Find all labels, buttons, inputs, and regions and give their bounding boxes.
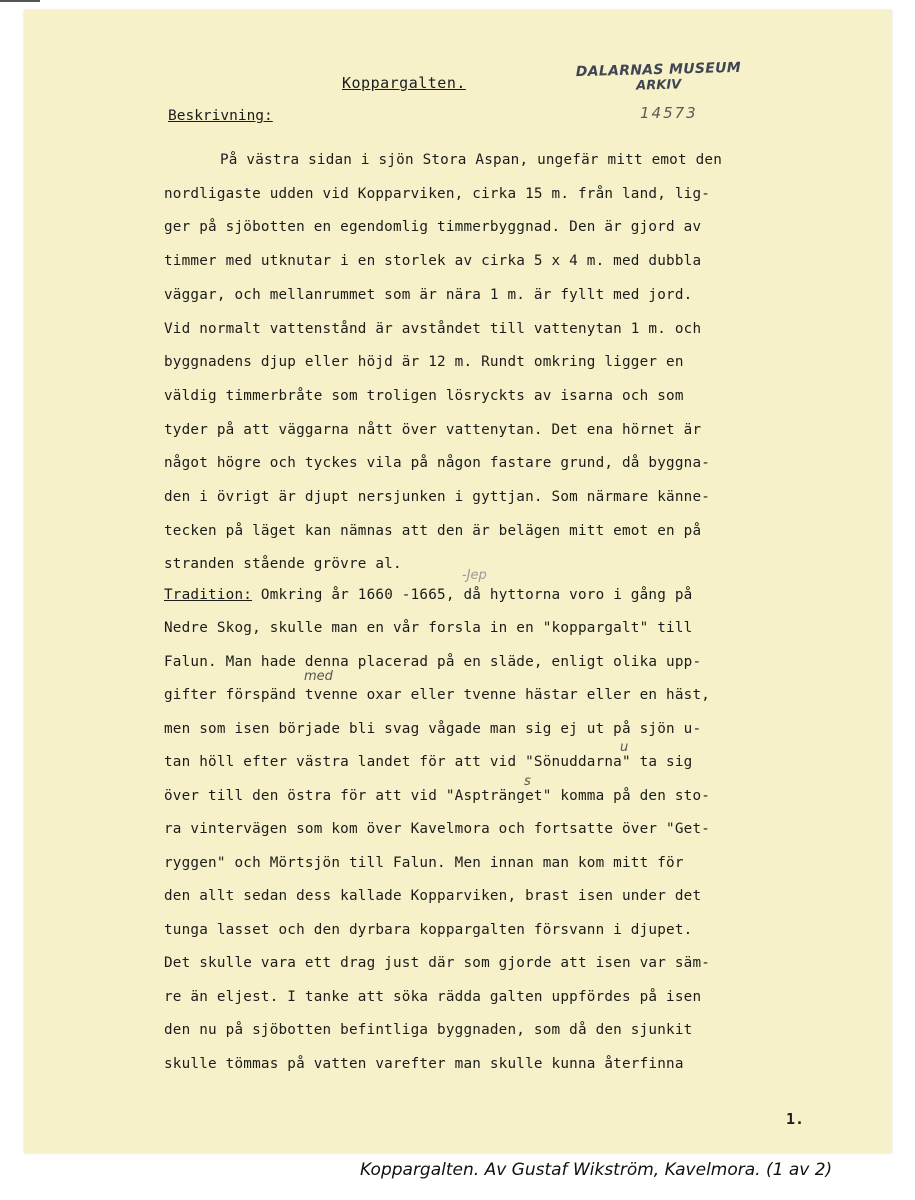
section-tradition-label: Tradition: (164, 587, 253, 603)
archive-number: 14573 (640, 104, 698, 122)
description-line: tecken på läget kan nämnas att den är belägen mitt emot en på (164, 522, 702, 539)
description-line: väggar, och mellanrummet som är nära 1 m. är fyllt med jord. (164, 286, 693, 303)
description-line: tyder på att väggarna nått över vattenytan. Det ena hörnet är (164, 421, 702, 438)
description-line: Vid normalt vattenstånd är avståndet till vattenytan 1 m. och (164, 320, 702, 337)
tradition-line: den allt sedan dess kallade Kopparviken, brast isen under det (164, 888, 702, 904)
tradition-line: tan höll efter västra landet för att vid "Sönuddarna" ta sig (164, 754, 693, 770)
tradition-line: Falun. Man hade denna placerad på en släde, enligt olika upp- (164, 653, 702, 670)
handwritten-note-med: med (304, 669, 333, 684)
tradition-line: över till den östra för att vid "Asptränget" komma på den sto- (164, 787, 711, 804)
tradition-line: ra vintervägen som kom över Kavelmora och fortsatte över "Get- (164, 821, 711, 837)
description-line: timmer med utknutar i en storlek av cirka 5 x 4 m. med dubbla (164, 253, 702, 270)
description-line: På västra sidan i sjön Stora Aspan, ungefär mitt emot den (220, 152, 723, 168)
tradition-line: ryggen" och Mörtsjön till Falun. Men innan man kom mitt för (164, 854, 684, 871)
archive-stamp (576, 60, 742, 95)
tradition-line: men som isen började bli svag vågade man sig ej ut på sjön u- (164, 720, 702, 737)
image-caption: Koppargalten. Av Gustaf Wikström, Kavelmora. (1 av 2) (360, 1160, 833, 1180)
tradition-line: gifter förspänd tvenne oxar eller tvenne hästar eller en häst, (164, 687, 711, 703)
description-line: stranden stående grövre al. (164, 556, 402, 573)
stamp-archive-label: ARKIV (636, 77, 682, 94)
document-title: Koppargalten. (342, 74, 466, 92)
tradition-line: skulle tömmas på vatten varefter man skulle kunna återfinna (164, 1055, 684, 1072)
tradition-line: den nu på sjöbotten befintliga byggnaden, som då den sjunkit (164, 1022, 693, 1038)
tradition-first-line (164, 587, 692, 603)
description-line: något högre och tyckes vila på någon fastare grund, då byggna- (164, 455, 711, 472)
document-page (24, 10, 892, 1153)
description-line: väldig timmerbråte som troligen lösryckts av isarna och som (164, 387, 684, 404)
handwritten-note-s: s (524, 774, 531, 789)
description-line: nordligaste udden vid Kopparviken, cirka 15 m. från land, lig- (164, 185, 711, 202)
tradition-line: re än eljest. I tanke att söka rädda galten uppfördes på isen (164, 988, 702, 1005)
handwritten-note-u: u (620, 740, 629, 755)
section-description-label: Beskrivning: (168, 108, 273, 124)
tradition-line: Det skulle vara ett drag just där som gjorde att isen var säm- (164, 955, 711, 971)
tradition-first-line-text: Omkring år 1660 -1665, då hyttorna voro i gång på (260, 587, 693, 603)
page-number: 1. (786, 1110, 805, 1128)
tradition-line: tunga lasset och den dyrbara koppargalten försvann i djupet. (164, 921, 693, 938)
handwritten-note-jep: -Jep (462, 568, 487, 583)
description-line: ger på sjöbotten en egendomlig timmerbyggnad. Den är gjord av (164, 219, 702, 236)
stamp-museum-name: DALARNAS MUSEUM (575, 59, 742, 81)
tradition-line: Nedre Skog, skulle man en vår forsla in en "koppargalt" till (164, 620, 693, 636)
description-line: byggnadens djup eller höjd är 12 m. Rundt omkring ligger en (164, 354, 684, 371)
scan-edge-mark (0, 0, 40, 2)
description-line: den i övrigt är djupt nersjunken i gyttjan. Som närmare känne- (164, 489, 711, 505)
